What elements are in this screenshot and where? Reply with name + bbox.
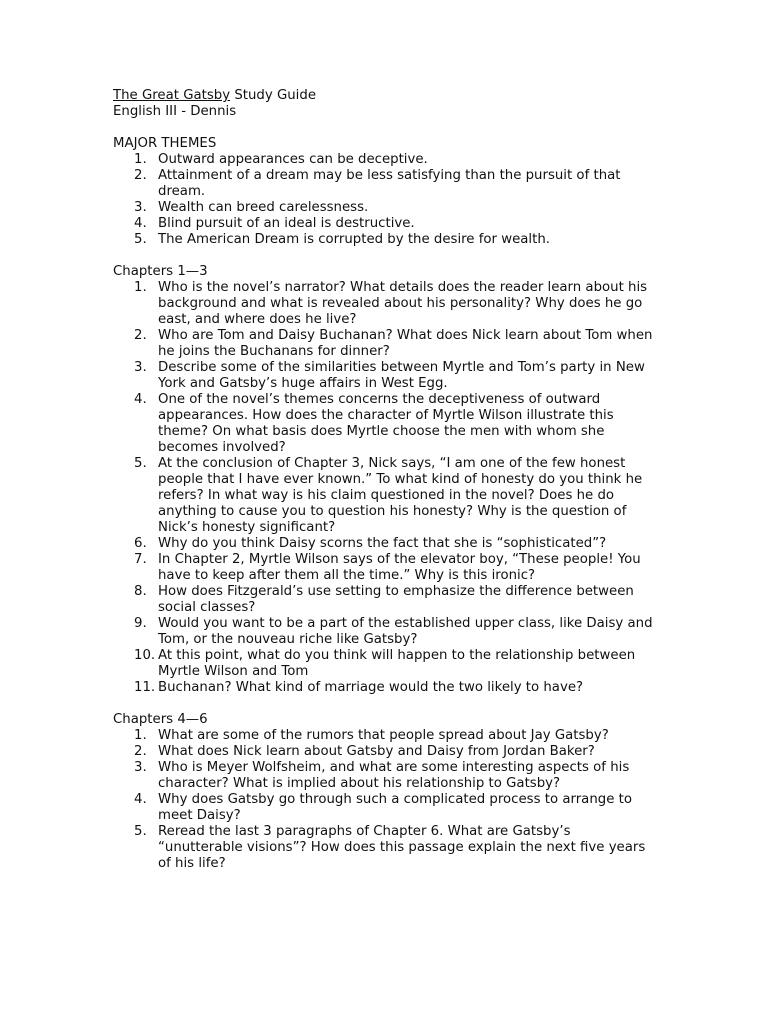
item-text: Would you want to be a part of the established upper class, like Daisy and Tom, or the nouveau riche like Gatsby? — [158, 616, 653, 647]
list-item — [113, 552, 658, 584]
chapters-4-6-section — [113, 712, 658, 872]
item-text: At the conclusion of Chapter 3, Nick says, “I am one of the few honest people that I have ever known.” To what kind of honesty do you think he refers? In what way is his claim questioned in the novel? Does he do anything to cause you to question his honesty? Why is the question of Nick’s honesty significant? — [158, 456, 643, 535]
list-item — [113, 760, 658, 792]
item-number: 6. — [134, 536, 147, 551]
title-suffix: Study Guide — [230, 88, 317, 103]
item-text: Who is the novel’s narrator? What details does the reader learn about his background and what is revealed about his personality? Why does he go east, and where does he live? — [158, 280, 648, 327]
item-text: What does Nick learn about Gatsby and Daisy from Jordan Baker? — [158, 744, 595, 759]
chapters-4-6-heading: Chapters 4—6 — [113, 712, 208, 727]
item-number: 10. — [134, 648, 156, 663]
item-number: 5. — [134, 824, 147, 839]
item-number: 3. — [134, 360, 147, 375]
list-item — [113, 680, 658, 696]
item-text: Who is Meyer Wolfsheim, and what are some interesting aspects of his character? What is implied about his relationship to Gatsby? — [158, 760, 630, 791]
themes-list — [113, 152, 658, 248]
item-number: 3. — [134, 760, 147, 775]
list-item — [113, 648, 658, 680]
item-text: What are some of the rumors that people spread about Jay Gatsby? — [158, 728, 609, 743]
chapters-1-3-list — [113, 280, 658, 696]
item-text: The American Dream is corrupted by the desire for wealth. — [158, 232, 550, 247]
item-text: Reread the last 3 paragraphs of Chapter 6. What are Gatsby’s “unutterable visions”? How does this passage explain the next five years of his life? — [158, 824, 646, 871]
item-number: 4. — [134, 216, 147, 231]
item-text: At this point, what do you think will happen to the relationship between Myrtle Wilson and Tom — [158, 648, 636, 679]
item-number: 5. — [134, 456, 147, 471]
item-number: 2. — [134, 328, 147, 343]
list-item — [113, 392, 658, 456]
item-text: Attainment of a dream may be less satisfying than the pursuit of that dream. — [158, 168, 621, 199]
list-item — [113, 584, 658, 616]
item-number: 9. — [134, 616, 147, 631]
list-item — [113, 456, 658, 536]
item-number: 2. — [134, 744, 147, 759]
item-number: 4. — [134, 792, 147, 807]
item-number: 5. — [134, 232, 147, 247]
list-item — [113, 824, 658, 872]
list-item — [113, 792, 658, 824]
item-text: One of the novel’s themes concerns the deceptiveness of outward appearances. How does the character of Myrtle Wilson illustrate this theme? On what basis does Myrtle choose the men with whom she becomes involved? — [158, 392, 614, 455]
list-item — [113, 200, 658, 216]
chapters-4-6-list — [113, 728, 658, 872]
list-item — [113, 360, 658, 392]
major-themes-section — [113, 136, 658, 248]
item-number: 1. — [134, 152, 147, 167]
document-title — [113, 88, 658, 104]
item-number: 2. — [134, 168, 147, 183]
list-item — [113, 152, 658, 168]
item-text: Buchanan? What kind of marriage would the two likely to have? — [158, 680, 584, 695]
item-text: Wealth can breed carelessness. — [158, 200, 369, 215]
item-number: 7. — [134, 552, 147, 567]
item-text: Blind pursuit of an ideal is destructive. — [158, 216, 415, 231]
list-item — [113, 328, 658, 360]
item-number: 1. — [134, 728, 147, 743]
chapters-1-3-section — [113, 264, 658, 696]
item-number: 11. — [134, 680, 156, 695]
list-item — [113, 216, 658, 232]
list-item — [113, 168, 658, 200]
item-text: Describe some of the similarities between Myrtle and Tom’s party in New York and Gatsby’s huge affairs in West Egg. — [158, 360, 645, 391]
study-guide-page — [113, 88, 658, 872]
item-number: 8. — [134, 584, 147, 599]
item-text: In Chapter 2, Myrtle Wilson says of the elevator boy, “These people! You have to keep after them all the time.” Why is this ironic? — [158, 552, 641, 583]
item-text: How does Fitzgerald’s use setting to emphasize the difference between social classes? — [158, 584, 634, 615]
course-line: English III - Dennis — [113, 104, 237, 119]
list-item — [113, 536, 658, 552]
item-number: 4. — [134, 392, 147, 407]
list-item — [113, 744, 658, 760]
list-item — [113, 616, 658, 648]
item-text: Why does Gatsby go through such a complicated process to arrange to meet Daisy? — [158, 792, 632, 823]
major-themes-heading: MAJOR THEMES — [113, 136, 217, 151]
item-text: Why do you think Daisy scorns the fact that she is “sophisticated”? — [158, 536, 607, 551]
list-item — [113, 232, 658, 248]
book-title: The Great Gatsby — [113, 88, 231, 103]
chapters-1-3-heading: Chapters 1—3 — [113, 264, 208, 279]
item-number: 1. — [134, 280, 147, 295]
list-item — [113, 728, 658, 744]
list-item — [113, 280, 658, 328]
item-number: 3. — [134, 200, 147, 215]
item-text: Outward appearances can be deceptive. — [158, 152, 428, 167]
item-text: Who are Tom and Daisy Buchanan? What does Nick learn about Tom when he joins the Buchanans for dinner? — [158, 328, 653, 359]
